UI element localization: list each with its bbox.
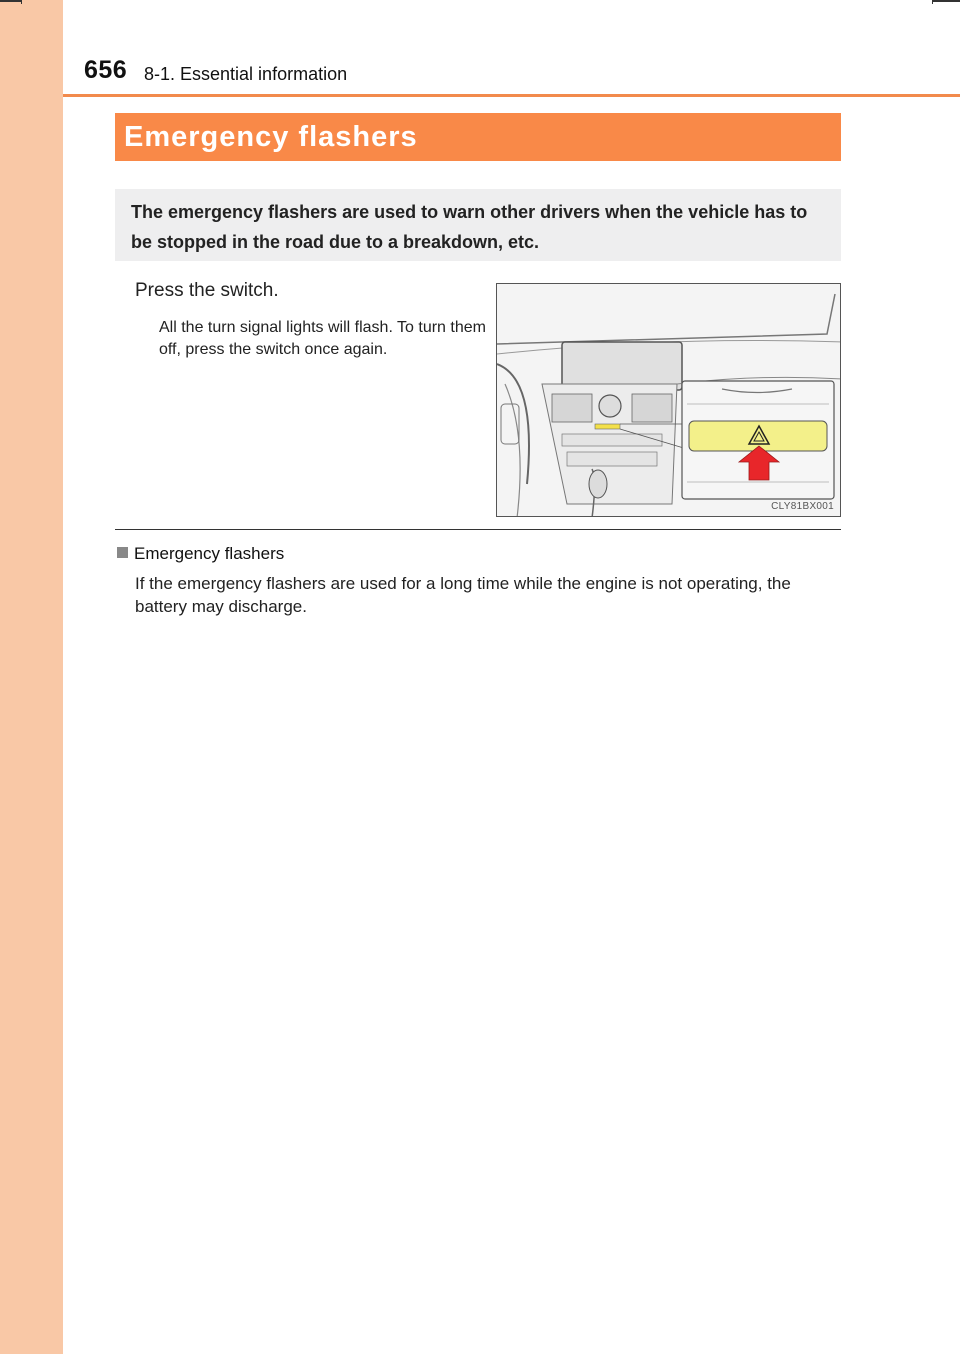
crop-mark-left	[0, 0, 22, 2]
crop-mark-left-vertical	[21, 0, 22, 4]
page-number: 656	[84, 56, 128, 84]
illustration-code: CLY81BX001	[771, 501, 834, 512]
dashboard-drawing	[497, 284, 841, 517]
header-rule	[63, 94, 960, 97]
page-title: Emergency flashers	[124, 121, 418, 153]
crop-mark-right	[932, 0, 960, 2]
note-heading	[117, 544, 284, 564]
step-detail: All the turn signal lights will flash. To turn them off, press the switch once again.	[159, 319, 486, 358]
intro-box	[115, 189, 841, 261]
crop-mark-right-vertical	[932, 0, 933, 4]
section-title: 8-1. Essential information	[144, 64, 348, 84]
step-instruction: Press the switch.	[135, 280, 279, 301]
note-body: If the emergency flashers are used for a long time while the engine is not operating, the battery may discharge.	[135, 574, 791, 616]
dashboard-illustration	[496, 283, 841, 517]
note-heading-text: Emergency flashers	[134, 544, 285, 563]
section-divider	[115, 529, 841, 530]
intro-text: The emergency flashers are used to warn other drivers when the vehicle has to be stopped in the road due to a breakdown, etc.	[131, 202, 808, 252]
side-strip	[0, 0, 63, 1354]
square-bullet-icon	[117, 547, 128, 558]
title-bar	[115, 113, 841, 161]
